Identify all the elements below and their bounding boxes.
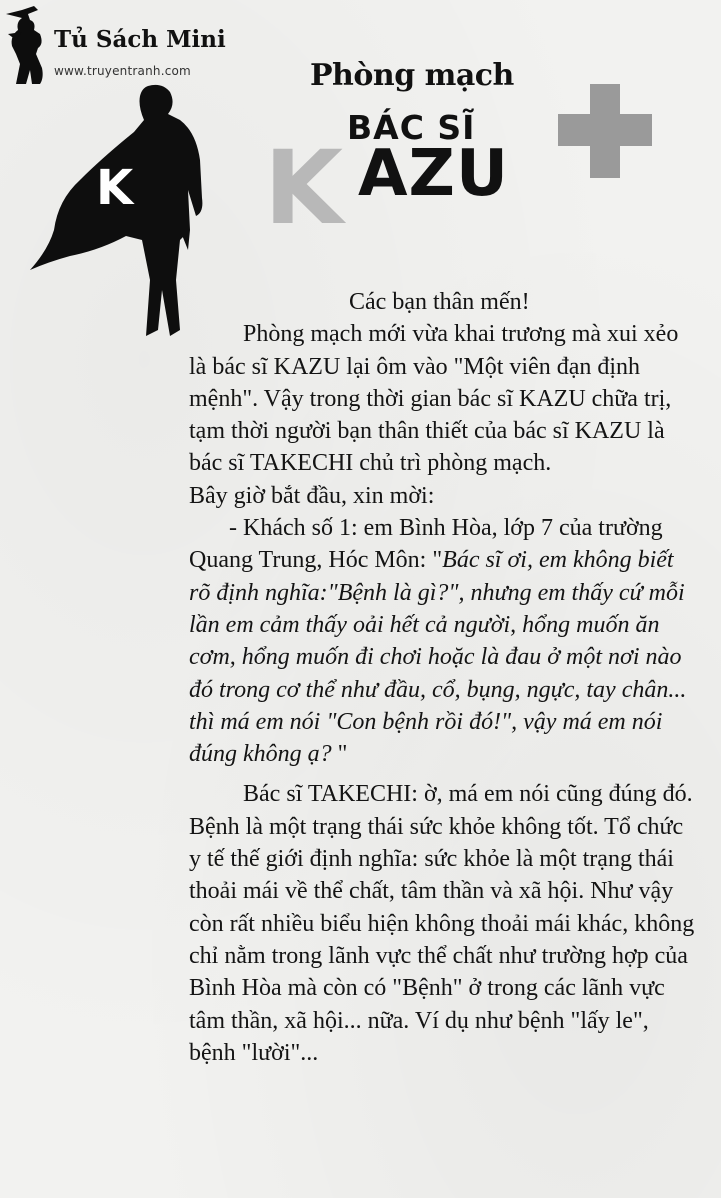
title-kazu-k: K — [264, 129, 344, 248]
question-intro: - Khách số 1: em Bình Hòa, lớp 7 của trường Quang Trung, Hóc Môn: " — [189, 515, 663, 574]
greeting: Các bạn thân mến! — [349, 289, 530, 315]
answer-paragraph: Bác sĩ TAKECHI: ờ, má em nói cũng đúng đó. Bệnh là một trạng thái sức khỏe không tốt. Tổ chức y tế thế giới định nghĩa: sức khỏe là một trạng thái thoải mái về thể chất, tâm thần và xã hội. Như vậy còn rất nhiều biểu hiện không thoải mái khác, không chỉ nằm trong lãnh vực thể chất như trường hợp của Bình Hòa mà còn có "Bệnh" ở trong các lãnh vực tâm thần, xã hội... nữa. Ví dụ như bệnh "lấy le", bệnh "lười"... — [189, 781, 695, 1066]
hero-letter: K — [96, 160, 134, 216]
medical-cross-icon — [558, 84, 652, 178]
letter-body — [189, 286, 699, 1069]
question-text: Bác sĩ ơi, em không biết rõ định nghĩa:"Bệnh là gì?", nhưng em thấy cứ mỗi lần em cảm thấy oải hết cả người, hổng muốn ăn cơm, hổng muốn đi chơi hoặc là đau ở một nơi nào đó trong cơ thể như đầu, cổ, bụng, ngực, tay chân... thì má em nói "Con bệnh rồi đó!", vậy má em nói đúng không ạ? — [189, 547, 687, 768]
brand-header — [4, 4, 234, 90]
title-block — [262, 58, 562, 248]
title-kazu-rest: AZU — [358, 137, 509, 211]
brand-name: Tủ Sách Mini — [54, 26, 226, 53]
title-line-2: BÁC SĨ — [347, 108, 476, 147]
brand-url: www.truyentranh.com — [54, 64, 191, 78]
question-paragraph — [189, 512, 699, 770]
intro-paragraph: Phòng mạch mới vừa khai trương mà xui xẻo là bác sĩ KAZU lại ôm vào "Một viên đạn định mệnh". Vậy trong thời gian bác sĩ KAZU chữa trị, tạm thời người bạn thân thiết của bác sĩ KAZU là bác sĩ TAKECHI chủ trì phòng mạch. — [189, 321, 679, 477]
title-line-1: Phòng mạch — [310, 58, 514, 93]
samurai-silhouette-icon — [4, 4, 52, 88]
invitation-line: Bây giờ bắt đầu, xin mời: — [189, 482, 435, 509]
question-close: " — [331, 741, 348, 768]
